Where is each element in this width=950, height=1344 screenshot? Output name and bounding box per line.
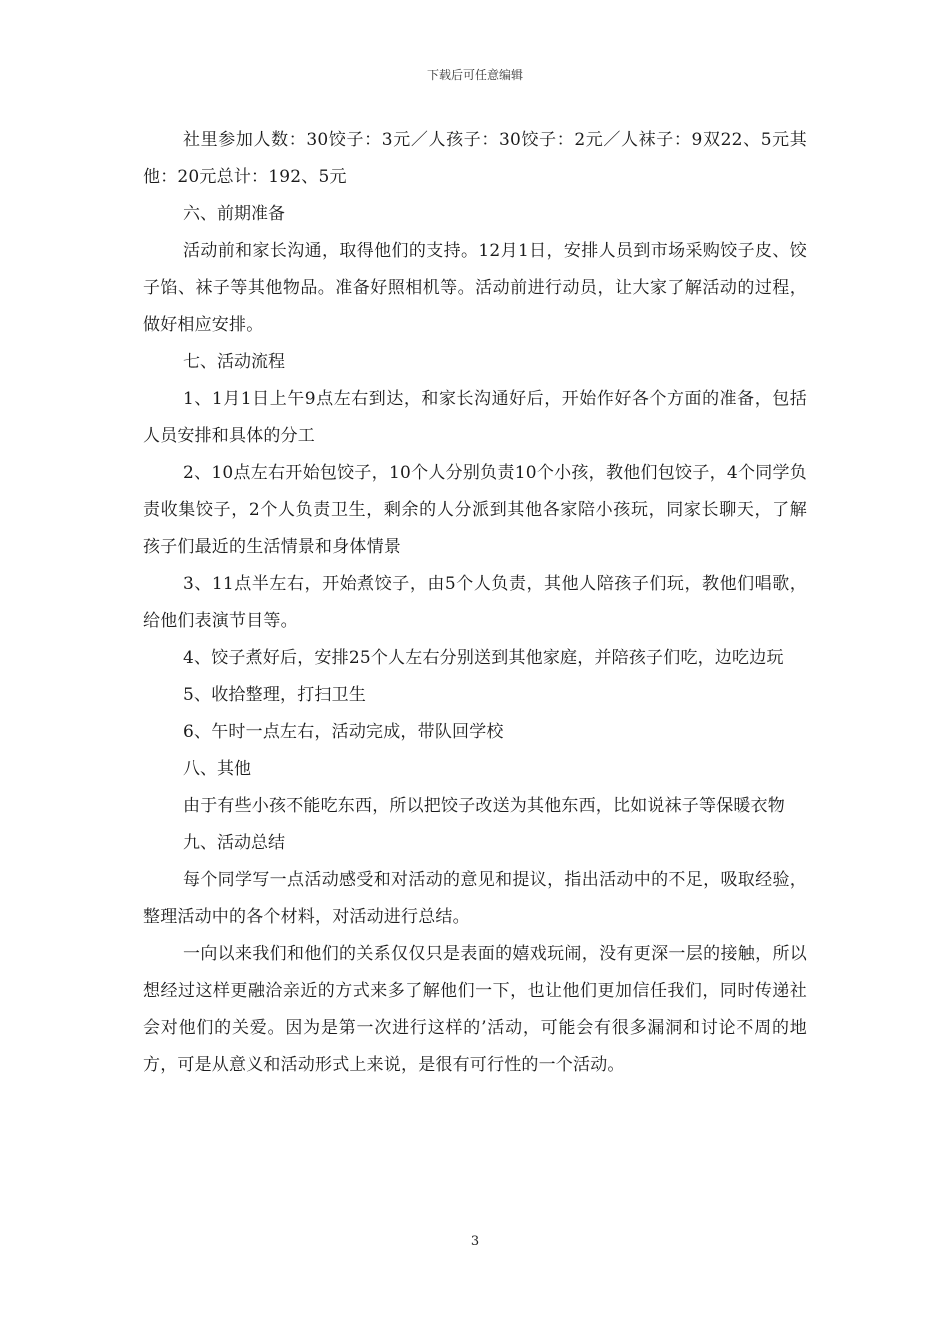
section-heading-summary: 九、活动总结 [183, 833, 285, 853]
process-step-4: 4、饺子煮好后，安排25个人左右分别送到其他家庭，并陪孩子们吃，边吃边玩 [183, 648, 784, 668]
budget-paragraph: 社里参加人数：30饺子：3元／人孩子：30饺子：2元／人袜子：9双22、5元其他：20元总计：192、5元 [143, 130, 807, 187]
other-paragraph: 由于有些小孩不能吃东西，所以把饺子改送为其他东西，比如说袜子等保暖衣物 [183, 796, 785, 816]
section-heading-other: 八、其他 [183, 759, 251, 779]
page-header: 下载后可任意编辑 [426, 68, 523, 82]
document-body [143, 122, 807, 1084]
section-heading-preparation: 六、前期准备 [183, 204, 285, 224]
summary-paragraph: 每个同学写一点活动感受和对活动的意见和提议，指出活动中的不足，吸取经验，整理活动中的各个材料，对活动进行总结。 [143, 870, 807, 927]
page-number: 3 [470, 1234, 480, 1249]
process-step-2: 2、10点左右开始包饺子，10个人分别负责10个小孩，教他们包饺子，4个同学负责收集饺子，2个人负责卫生，剩余的人分派到其他各家陪小孩玩，同家长聊天，了解孩子们最近的生活情景和身体情景 [143, 463, 807, 557]
preparation-paragraph: 活动前和家长沟通，取得他们的支持。12月1日，安排人员到市场采购饺子皮、饺子馅、袜子等其他物品。准备好照相机等。活动前进行动员，让大家了解活动的过程，做好相应安排。 [143, 241, 807, 335]
closing-paragraph: 一向以来我们和他们的关系仅仅只是表面的嬉戏玩闹，没有更深一层的接触，所以想经过这样更融洽亲近的方式来多了解他们一下，也让他们更加信任我们，同时传递社会对他们的关爱。因为是第一次进行这样的’活动，可能会有很多漏洞和讨论不周的地方，可是从意义和活动形式上来说，是很有可行性的一个活动。 [143, 944, 807, 1075]
section-heading-process: 七、活动流程 [183, 352, 285, 372]
process-step-6: 6、午时一点左右，活动完成，带队回学校 [183, 722, 504, 742]
process-step-5: 5、收拾整理，打扫卫生 [183, 685, 367, 705]
process-step-1: 1、1月1日上午9点左右到达，和家长沟通好后，开始作好各个方面的准备，包括人员安排和具体的分工 [143, 389, 807, 446]
process-step-3: 3、11点半左右，开始煮饺子，由5个人负责，其他人陪孩子们玩，教他们唱歌，给他们表演节目等。 [143, 574, 807, 631]
